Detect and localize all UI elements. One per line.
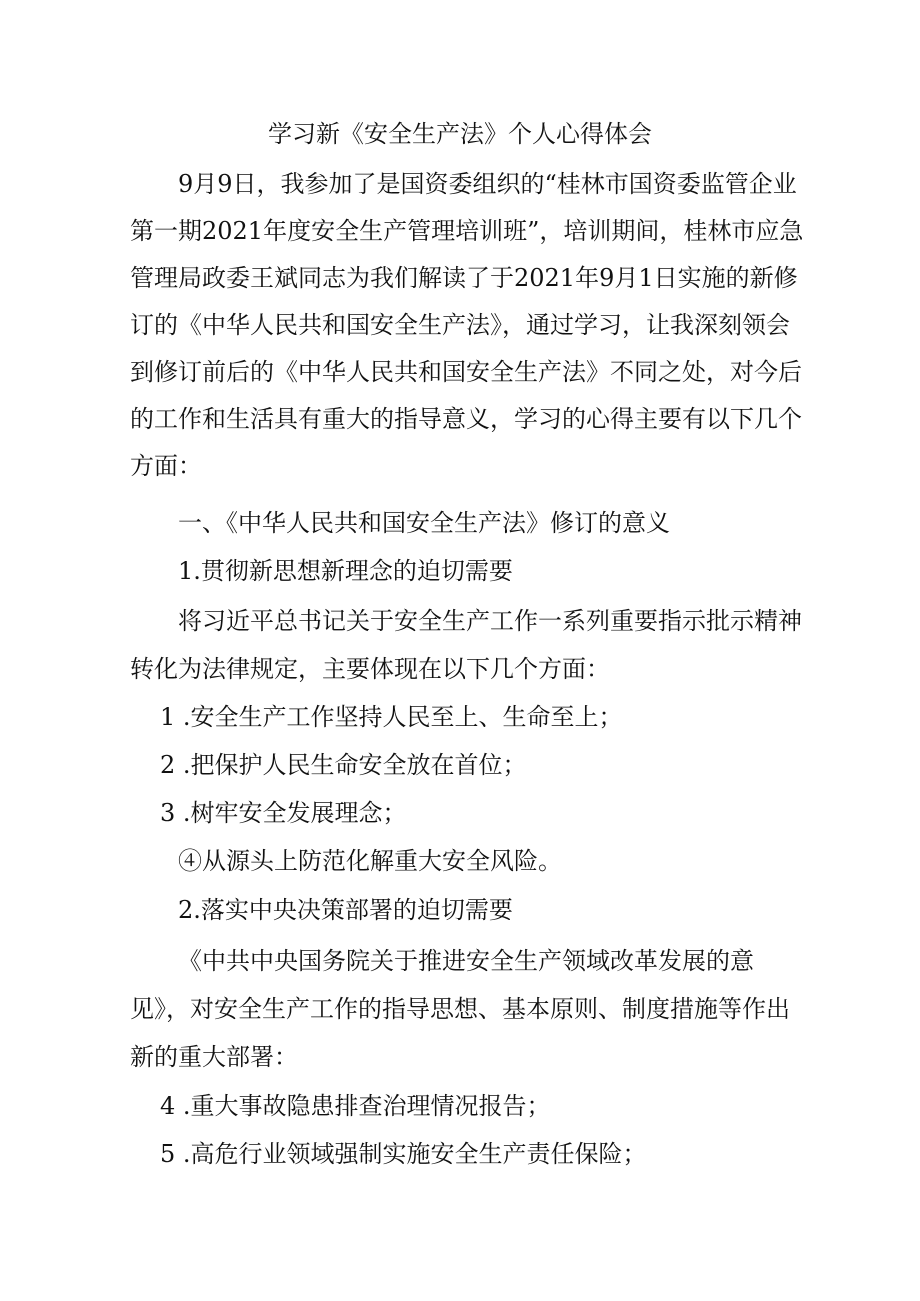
paragraph-line: 转化为法律规定，主要体现在以下几个方面： [130, 655, 610, 683]
list-item: 1 .安全生产工作坚持人民至上、生命至上； [160, 703, 623, 731]
list-item: 3 .树牢安全发展理念； [160, 799, 407, 827]
paragraph-line: 第一期2021年度安全生产管理培训班”，培训期间，桂林市应急 [130, 217, 804, 245]
subheading: 1.贯彻新思想新理念的迫切需要 [178, 557, 513, 585]
paragraph-line: 新的重大部署： [130, 1043, 298, 1071]
section-heading: 一、《中华人民共和国安全生产法》修订的意义 [178, 509, 670, 537]
paragraph-line: 订的《中华人民共和国安全生产法》，通过学习，让我深刻领会 [130, 311, 790, 339]
subheading: 2.落实中央决策部署的迫切需要 [178, 896, 513, 924]
paragraph-line: 到修订前后的《中华人民共和国安全生产法》不同之处，对今后 [130, 358, 802, 386]
paragraph-line: 见》，对安全生产工作的指导思想、基本原则、制度措施等作出 [130, 995, 790, 1023]
paragraph-line: 方面： [130, 452, 202, 480]
paragraph-line: 的工作和生活具有重大的指导意义，学习的心得主要有以下几个 [130, 405, 802, 433]
paragraph-line: 管理局政委王斌同志为我们解读了于2021年9月1日实施的新修 [130, 264, 798, 292]
document-title: 学习新《安全生产法》个人心得体会 [268, 120, 652, 148]
paragraph-line: 将习近平总书记关于安全生产工作一系列重要指示批示精神 [178, 607, 802, 635]
list-item: 5 .高危行业领域强制实施安全生产责任保险； [160, 1140, 647, 1168]
list-item: ④从源头上防范化解重大安全风险。 [178, 847, 562, 875]
list-item: 4 .重大事故隐患排查治理情况报告； [160, 1092, 551, 1120]
paragraph-line: 《中共中央国务院关于推进安全生产领域改革发展的意 [178, 947, 754, 975]
paragraph-line: 9月9日，我参加了是国资委组织的“桂林市国资委监管企业 [178, 170, 797, 198]
list-item: 2 .把保护人民生命安全放在首位； [160, 751, 527, 779]
